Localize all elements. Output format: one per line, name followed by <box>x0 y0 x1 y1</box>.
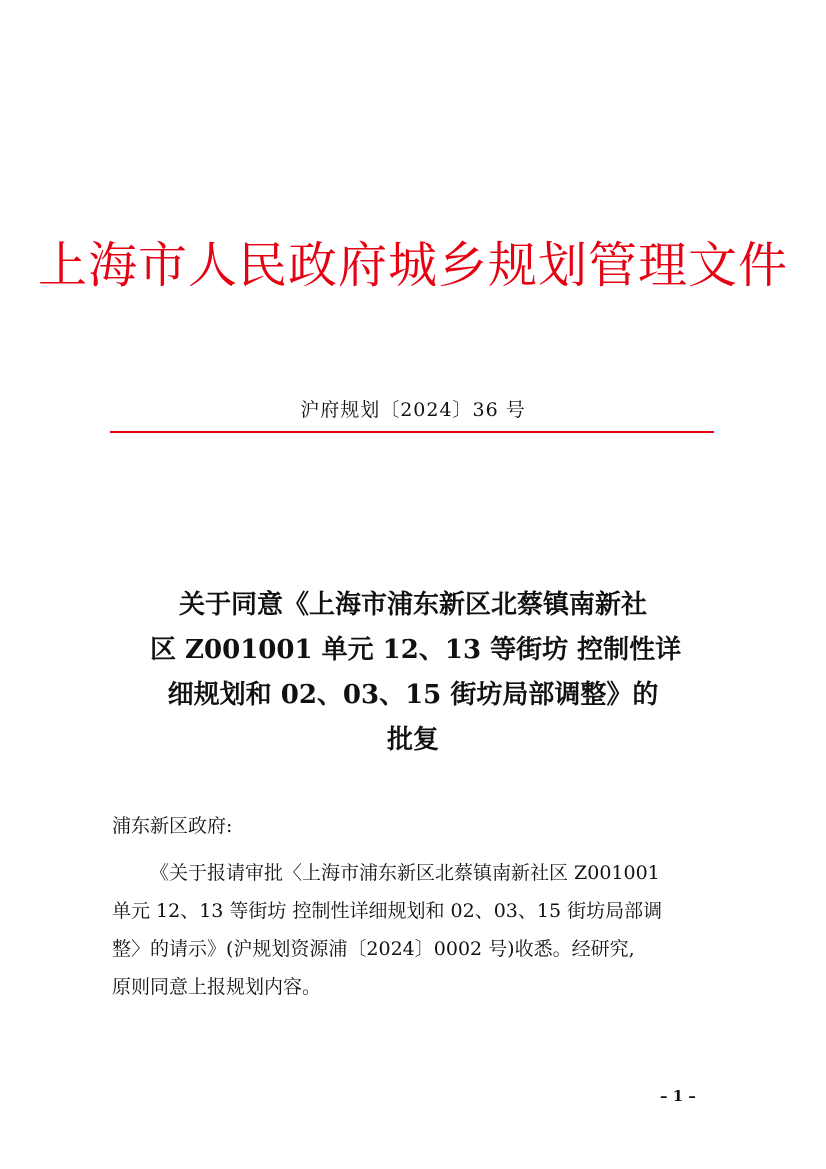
body-line: 单元 12、13 等街坊 控制性详细规划和 02、03、15 街坊局部调 <box>112 900 663 922</box>
title-line: 批复 <box>386 725 439 755</box>
document-number: 沪府规划〔2024〕36 号 <box>300 399 526 421</box>
body-line: 原则同意上报规划内容。 <box>112 976 322 998</box>
title-line: 关于同意《上海市浦东新区北蔡镇南新社 <box>178 590 647 620</box>
page-number: – 1 – <box>660 1087 696 1105</box>
masthead-title: 上海市人民政府城乡规划管理文件 <box>37 237 788 294</box>
salutation: 浦东新区政府: <box>112 815 233 837</box>
body-paragraph <box>112 854 716 1006</box>
body-line: 《关于报请审批〈上海市浦东新区北蔡镇南新社区 Z001001 <box>150 862 660 884</box>
body-line: 整〉的请示》(沪规划资源浦〔2024〕0002 号)收悉。经研究, <box>112 938 635 960</box>
title-line: 区 Z001001 单元 12、13 等街坊 控制性详 <box>150 635 682 665</box>
red-divider-rule <box>110 431 714 433</box>
document-title <box>150 583 682 763</box>
title-line: 细规划和 02、03、15 街坊局部调整》的 <box>167 680 659 710</box>
